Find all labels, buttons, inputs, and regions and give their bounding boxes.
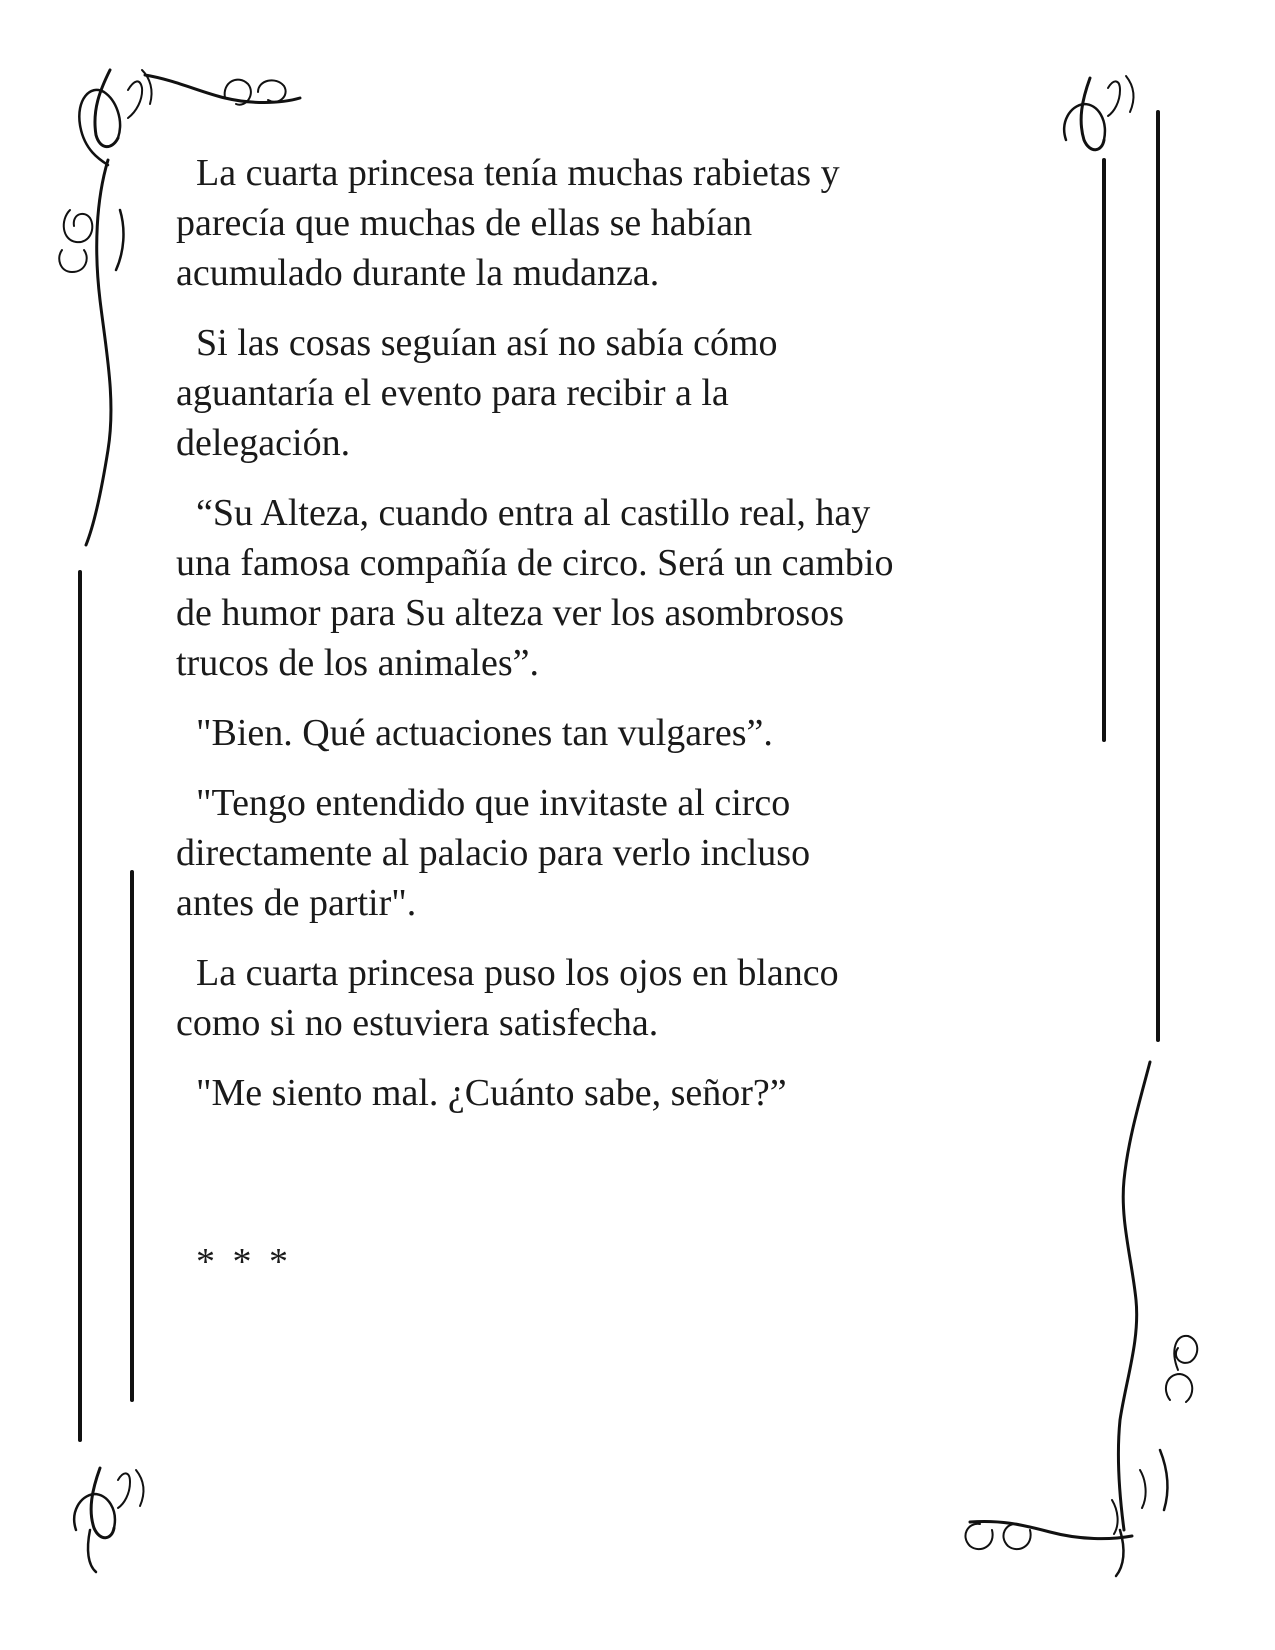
paragraph: La cuarta princesa tenía muchas rabietas y parecía que muchas de ellas se habían acumulado durante la mudanza. (176, 152, 840, 294)
paragraph: "Me siento mal. ¿Cuánto sabe, señor?” (196, 1072, 787, 1114)
paragraph: "Tengo entendido que invitaste al circo directamente al palacio para verlo incluso antes de partir". (176, 782, 811, 924)
bottom-left-flourish (74, 1468, 143, 1572)
body-text (176, 148, 1096, 1138)
bottom-right-flourish (965, 1062, 1197, 1576)
section-separator: * * * (196, 1241, 292, 1283)
paragraph: La cuarta princesa puso los ojos en blanco como si no estuviera satisfecha. (176, 952, 839, 1044)
top-right-flourish (1064, 76, 1133, 150)
paragraph: “Su Alteza, cuando entra al castillo real, hay una famosa compañía de circo. Será un cambio de humor para Su alteza ver los asombrosos trucos de los animales”. (176, 492, 894, 684)
paragraph: "Bien. Qué actuaciones tan vulgares”. (196, 712, 773, 754)
paragraph: Si las cosas seguían así no sabía cómo aguantaría el evento para recibir a la delegación. (176, 322, 778, 464)
